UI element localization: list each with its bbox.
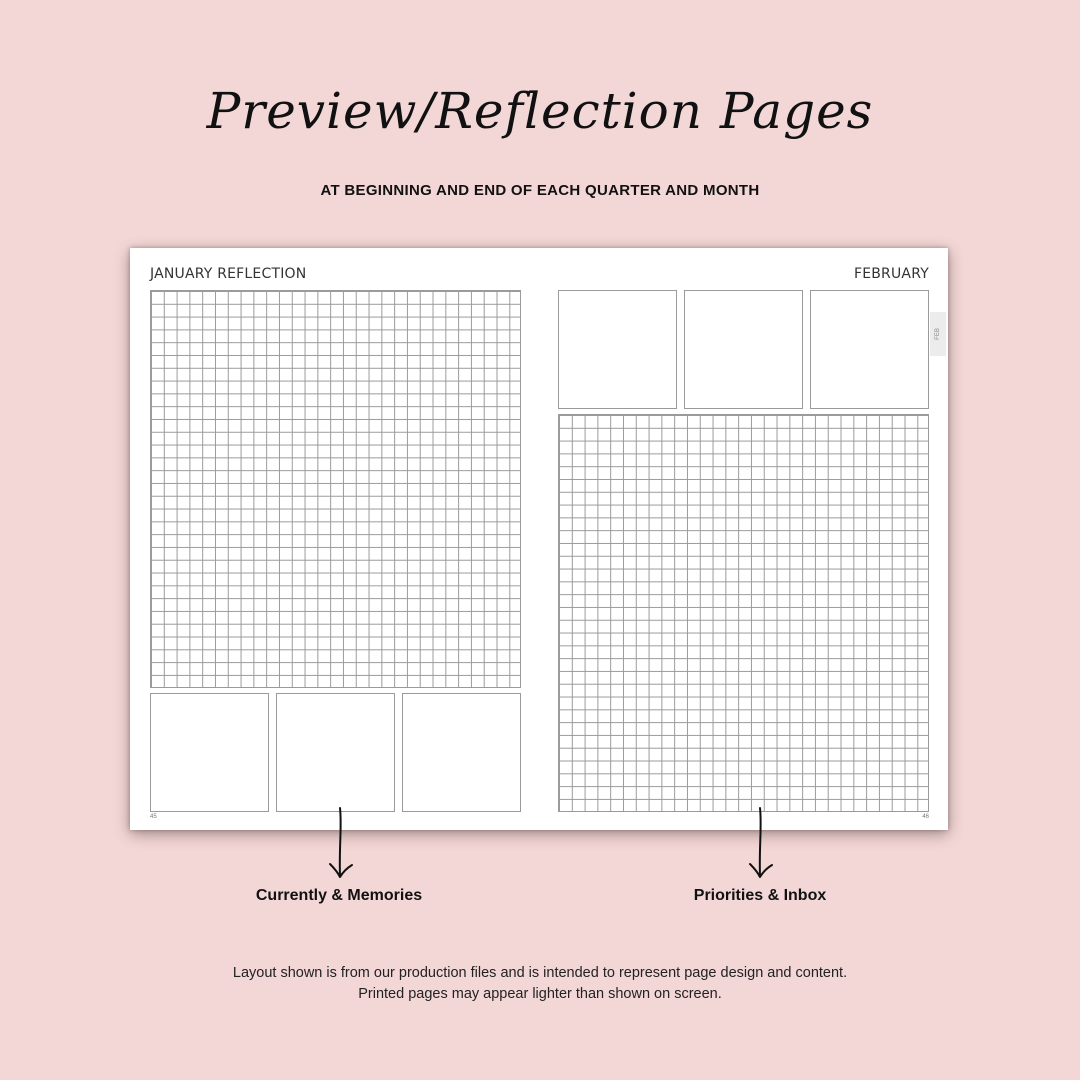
down-arrow-icon <box>746 806 776 880</box>
memory-box-2 <box>276 693 395 812</box>
disclaimer <box>0 963 1080 1005</box>
memory-box-3 <box>402 693 521 812</box>
right-page-title: FEBRUARY <box>853 266 929 282</box>
left-caption: Currently & Memories <box>255 887 423 904</box>
reflection-grid <box>150 290 521 688</box>
left-page-number: 45 <box>150 814 157 820</box>
down-arrow-icon <box>326 806 356 880</box>
priority-box-3 <box>810 290 929 409</box>
left-page-title: JANUARY REFLECTION <box>150 266 307 282</box>
page-subtitle: AT BEGINNING AND END OF EACH QUARTER AND MONTH <box>320 182 760 199</box>
priority-box-2 <box>684 290 803 409</box>
right-caption: Priorities & Inbox <box>693 887 827 904</box>
priority-box-1 <box>558 290 677 409</box>
month-tab[interactable] <box>930 312 946 356</box>
month-tab-label: FEB <box>934 328 941 340</box>
disclaimer-line-2: Printed pages may appear lighter than shown on screen. <box>358 986 722 1002</box>
inbox-grid <box>558 414 929 812</box>
planner-spread <box>130 248 948 830</box>
memory-box-1 <box>150 693 269 812</box>
right-page-number: 46 <box>922 814 929 820</box>
page-title: Preview/Reflection Pages <box>206 82 874 140</box>
disclaimer-line-1: Layout shown is from our production files and is intended to represent page design and content. <box>232 965 848 981</box>
